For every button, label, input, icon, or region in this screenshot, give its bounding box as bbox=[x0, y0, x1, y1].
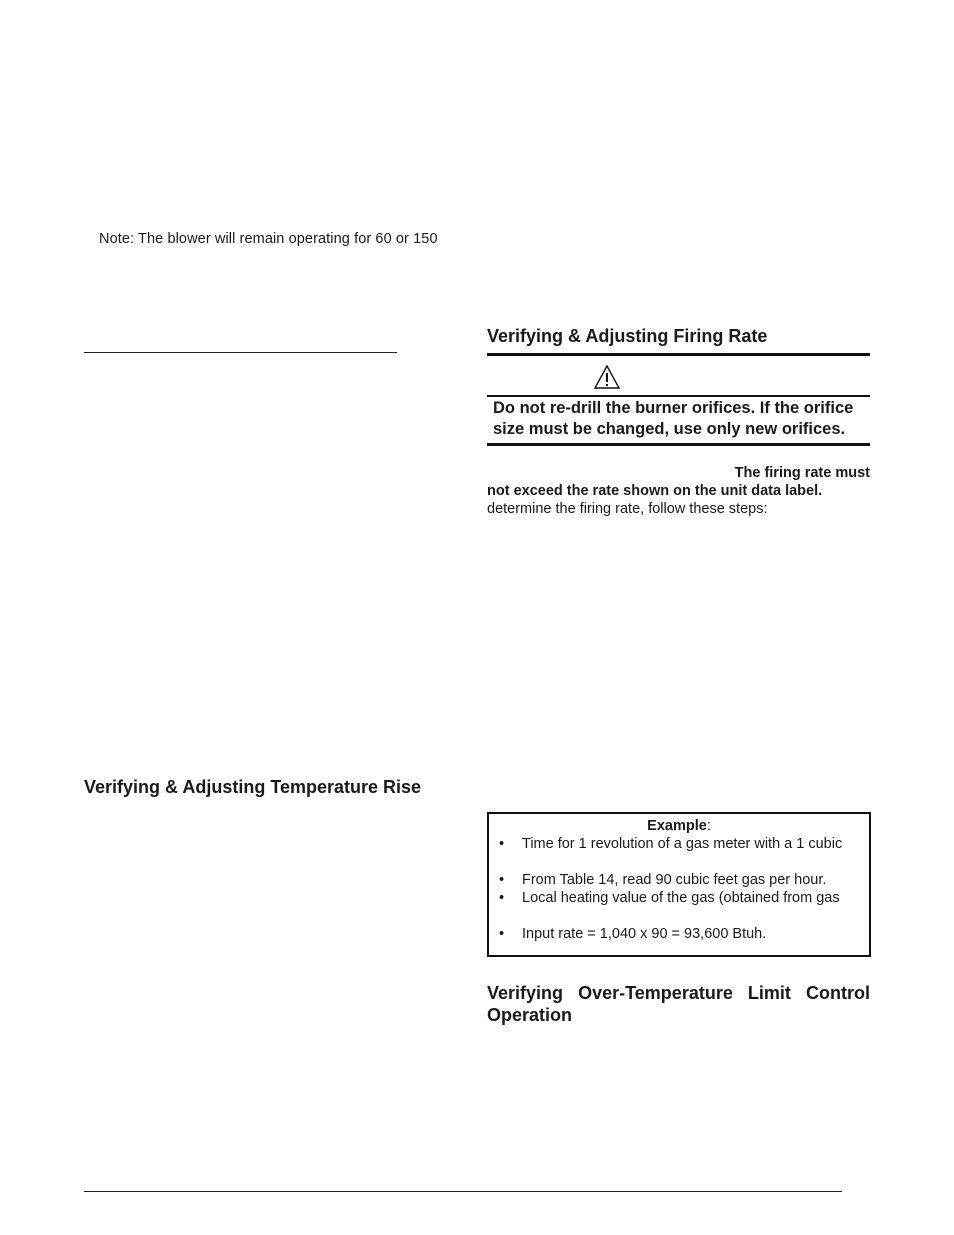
example-item bbox=[499, 872, 826, 888]
example-item-text: From Table 14, read 90 cubic feet gas per hour. bbox=[522, 872, 827, 888]
example-item-text: Input rate = 1,040 x 90 = 93,600 Btuh. bbox=[522, 926, 767, 942]
example-item bbox=[499, 890, 840, 906]
example-item-text: Time for 1 revolution of a gas meter with a 1 cubic bbox=[522, 836, 843, 852]
example-item bbox=[499, 836, 842, 852]
firing-rate-heading: Verifying & Adjusting Firing Rate bbox=[487, 326, 768, 346]
note-text: Note: The blower will remain operating for 60 or 150 bbox=[99, 231, 438, 247]
firing-rate-instruction: determine the firing rate, follow these steps: bbox=[487, 501, 768, 517]
temperature-rise-heading: Verifying & Adjusting Temperature Rise bbox=[84, 777, 422, 797]
example-item-text: Local heating value of the gas (obtained from gas bbox=[522, 890, 840, 906]
warning-top-rule bbox=[487, 353, 870, 356]
example-title bbox=[487, 818, 871, 834]
bullet-icon: • bbox=[499, 890, 505, 906]
page-footer-rule bbox=[84, 1191, 842, 1192]
bullet-icon: • bbox=[499, 926, 505, 942]
firing-rate-bold-line-2: not exceed the rate shown on the unit data label. bbox=[487, 483, 823, 499]
bullet-icon: • bbox=[499, 836, 505, 852]
warning-header-rule bbox=[487, 395, 870, 397]
warning-bottom-rule bbox=[487, 443, 870, 446]
example-title-label: Example bbox=[647, 818, 707, 834]
example-item bbox=[499, 926, 766, 942]
section-divider-left bbox=[84, 352, 397, 353]
warning-message: Do not re-drill the burner orifices. If the orifice size must be changed, use only new orifices. bbox=[493, 399, 854, 438]
over-temperature-heading: Verifying Over-Temperature Limit Control Operation bbox=[487, 983, 870, 1025]
bullet-icon: • bbox=[499, 872, 505, 888]
firing-rate-bold-line-1: The firing rate must bbox=[734, 465, 870, 481]
warning-triangle-icon bbox=[594, 365, 620, 389]
example-title-suffix: : bbox=[706, 818, 711, 834]
